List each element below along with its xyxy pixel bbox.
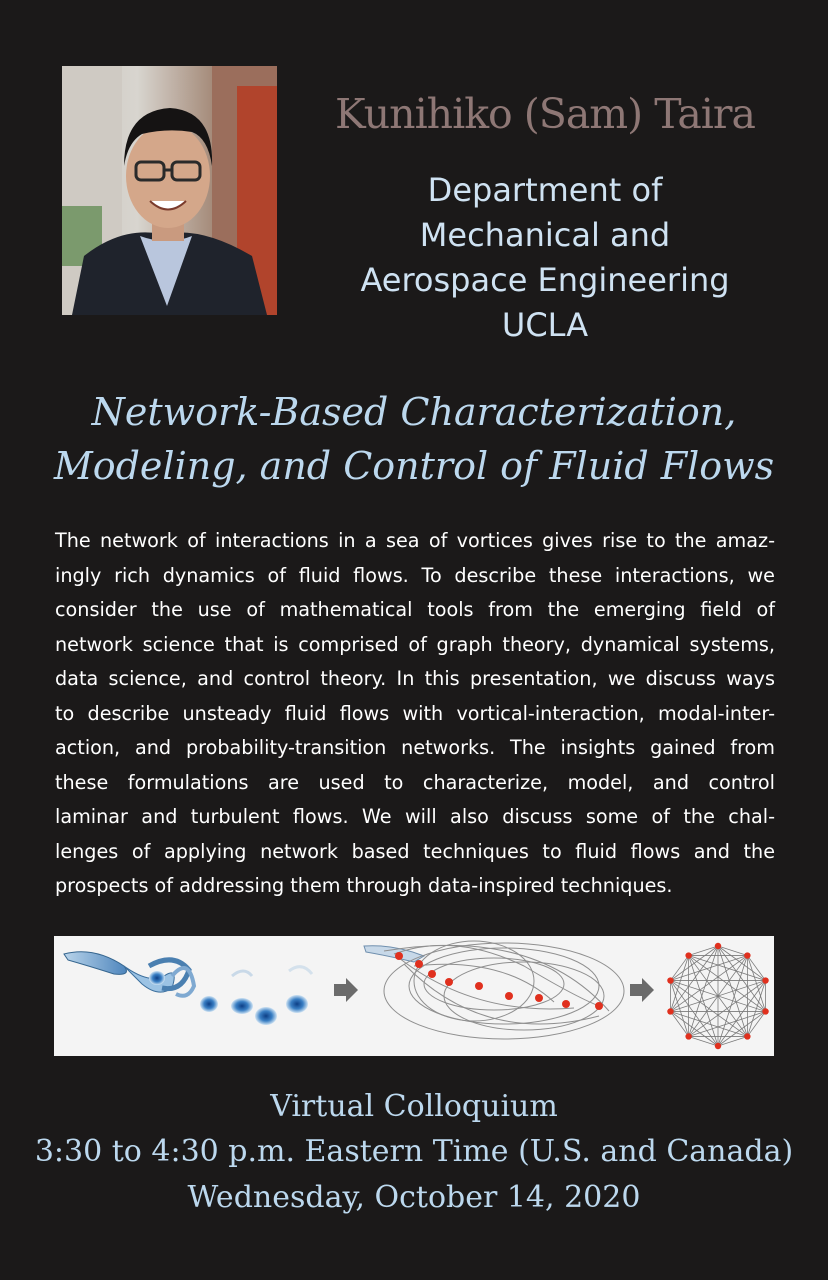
vortical-network-panel	[364, 941, 624, 1039]
graph-node	[685, 1033, 691, 1039]
affiliation-line: UCLA	[501, 306, 589, 344]
talk-abstract	[55, 524, 775, 904]
graph-node	[667, 977, 673, 983]
graph-edge	[689, 956, 718, 1046]
arrow-icon	[334, 978, 358, 1002]
graph-edge	[689, 956, 766, 1012]
talk-title	[20, 385, 808, 493]
graph-edge	[747, 1011, 765, 1036]
flow-to-network-figure	[54, 936, 774, 1056]
abstract-line: network science that is comprised of graph theory, dynamical systems,	[55, 632, 775, 656]
network-illustration	[54, 936, 774, 1056]
abstract-line: prospects of addressing them through data-inspired techniques.	[55, 874, 673, 897]
graph-edge	[718, 946, 747, 956]
abstract-line: ingly rich dynamics of fluid flows. To describe these interactions, we	[55, 563, 775, 587]
graph-node	[715, 943, 721, 949]
abstract-line: action, and probability-transition networks. The insights gained from	[55, 736, 775, 759]
graph-node	[685, 952, 691, 958]
arrow-icon	[630, 978, 654, 1002]
event-details	[0, 1085, 828, 1221]
vortex-street-panel	[64, 952, 312, 1025]
speaker-name: Kunihiko (Sam) Taira	[335, 90, 755, 138]
abstract-line: lenges of applying network based techniques to fluid flows and the	[55, 839, 775, 863]
complete-graph-panel	[667, 943, 769, 1049]
abstract-line: these formulations are used to characterize, model, and control	[55, 770, 775, 794]
graph-node	[715, 1043, 721, 1049]
graph-edge	[718, 1036, 747, 1046]
graph-edge	[689, 1036, 718, 1046]
graph-edge	[670, 981, 688, 1037]
graph-edge	[670, 1011, 718, 1046]
abstract-line: laminar and turbulent flows. We will also discuss some of the chal-	[55, 805, 775, 828]
abstract-line: to describe unsteady fluid flows with vortical-interaction, modal-inter-	[55, 701, 775, 725]
affiliation-line: Department of	[427, 171, 663, 209]
speaker-affiliation	[330, 168, 760, 348]
graph-node	[667, 1008, 673, 1014]
speaker-photo	[62, 66, 277, 315]
title-line: Modeling, and Control of Fluid Flows	[53, 444, 775, 488]
graph-edge	[670, 981, 747, 1037]
graph-node	[744, 952, 750, 958]
abstract-line: The network of interactions in a sea of vortices gives rise to the amaz-	[55, 529, 775, 552]
graph-node	[744, 1033, 750, 1039]
event-format: Virtual Colloquium	[270, 1089, 558, 1124]
abstract-line: data science, and control theory. In this presentation, we discuss ways	[55, 667, 775, 690]
event-time: 3:30 to 4:30 p.m. Eastern Time (U.S. and Canada)	[34, 1134, 794, 1169]
portrait-illustration	[62, 66, 277, 315]
affiliation-line: Aerospace Engineering	[360, 261, 730, 299]
graph-node	[762, 977, 768, 983]
graph-edge	[670, 956, 688, 981]
graph-edge	[670, 1011, 688, 1036]
title-line: Network-Based Characterization,	[91, 390, 737, 434]
graph-node	[762, 1008, 768, 1014]
graph-edge	[747, 956, 765, 981]
graph-edge	[670, 956, 688, 1012]
graph-edge	[689, 946, 718, 956]
abstract-line: consider the use of mathematical tools from the emerging field of	[55, 598, 775, 621]
affiliation-line: Mechanical and	[419, 216, 671, 254]
event-date: Wednesday, October 14, 2020	[187, 1180, 641, 1215]
graph-edge	[689, 956, 766, 981]
